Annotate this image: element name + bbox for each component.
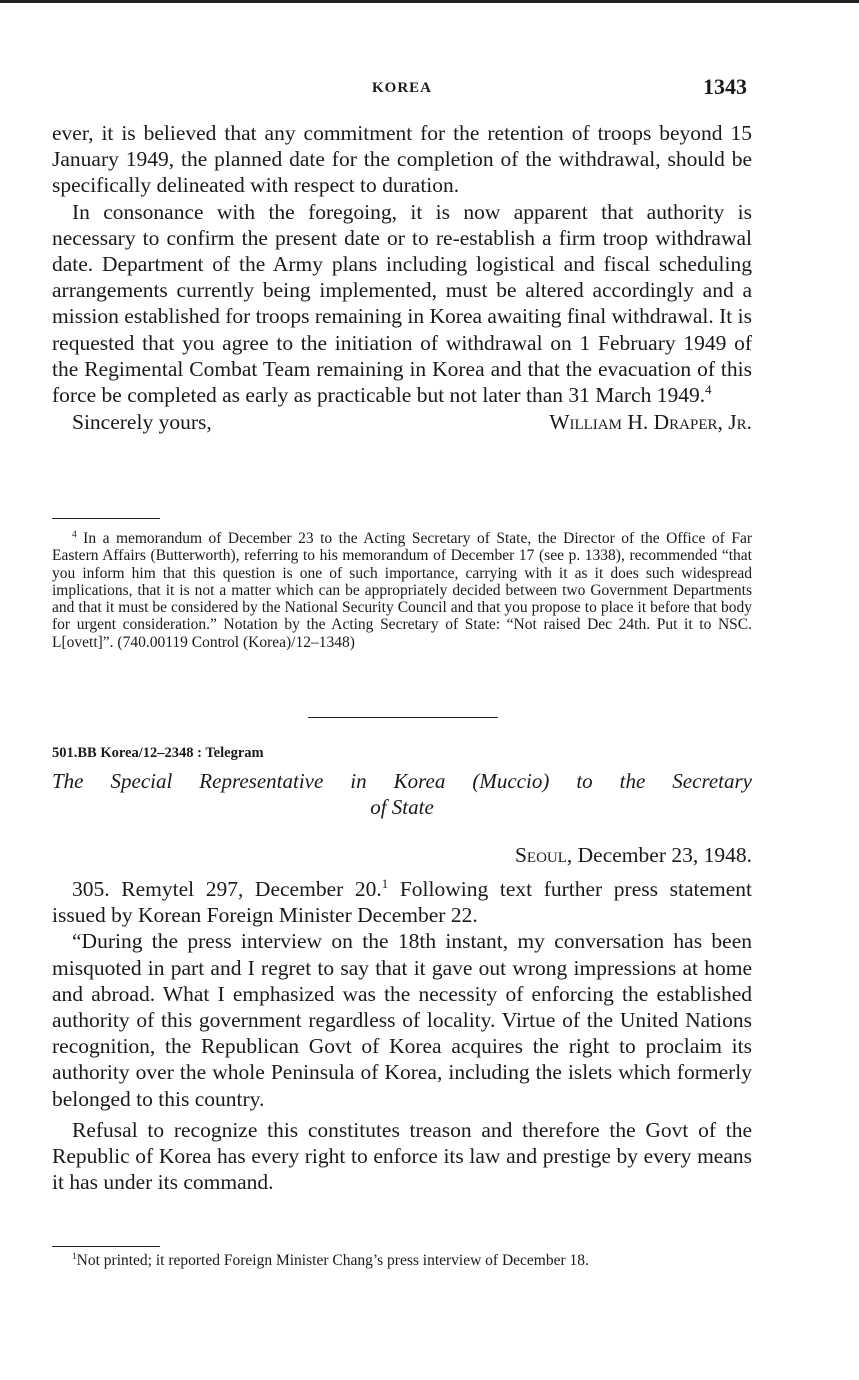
page-top-edge bbox=[0, 0, 859, 3]
letter-paragraph bbox=[52, 199, 752, 409]
footnote-4 bbox=[52, 530, 752, 651]
running-title: KOREA bbox=[371, 80, 432, 96]
dateline bbox=[515, 843, 752, 868]
heading-line: The Special Representative in Korea (Muccio) to the Secretary bbox=[52, 769, 752, 793]
page-header bbox=[52, 74, 752, 104]
letter-closing-row bbox=[52, 409, 752, 435]
telegram-paragraph: Refusal to recognize this constitutes treason and therefore the Govt of the Republic of Korea has every right to enforce its law and prestige by every means it has under its command. bbox=[52, 1117, 752, 1195]
footnote-1 bbox=[52, 1252, 752, 1269]
document-heading bbox=[52, 768, 752, 820]
footnote-rule bbox=[52, 1246, 160, 1247]
footnote-rule bbox=[52, 518, 160, 519]
telegram-paragraph: “During the press interview on the 18th instant, my conversation has been misquoted in part and I regret to say that it gave out wrong impressions at home and abroad. What I emphasized was the necessity of enforcing the established authority of this government regardless of locality. Virtue of the United Nations recognition, the Republican Govt of Korea acquires the right to proclaim its authority over the whole Peninsula of Korea, including the islets which formerly belonged to this country. bbox=[52, 929, 752, 1111]
footnote-mark: 4 bbox=[72, 529, 77, 540]
footnote-mark: 1 bbox=[72, 1251, 77, 1262]
complimentary-close: Sincerely yours, bbox=[72, 410, 212, 435]
section-divider bbox=[308, 717, 498, 718]
footnote-reference: 4 bbox=[705, 382, 712, 397]
telegram-paragraph: 305. Remytel 297, December 20.$^1$ Following text further press statement issued by Korean Foreign Minister December 22. bbox=[52, 876, 752, 928]
page-number: 1343 bbox=[703, 74, 747, 99]
footnote-text: Not printed; it reported Foreign Minister Chang’s press interview of December 18. bbox=[76, 1252, 589, 1269]
dateline-date: December 23, 1948. bbox=[577, 843, 752, 867]
heading-line: of State bbox=[370, 795, 434, 819]
letter-paragraph-text: In consonance with the foregoing, it is now apparent that authority is necessary to confirm the present date or to re-establish a firm troop withdrawal date. Department of the Army plans including logistical and fiscal scheduling arrangements currently being implemented, must be altered accordingly and a mission established for troops remaining in Korea awaiting final withdrawal. It is requested that you agree to the initiation of withdrawal on 1 February 1949 of the Regimental Combat Team remaining in Korea and that the evacuation of this force be completed as early as practicable but not later than 31 March 1949. bbox=[52, 199, 752, 408]
letter-body bbox=[52, 120, 752, 435]
dateline-place: Seoul, bbox=[514, 843, 573, 867]
footnote-text: In a memorandum of December 23 to the Acting Secretary of State, the Director of the Office of Far Eastern Affairs (Butterworth), referring to his memorandum of December 17 (see p. 1338), recommended “that you inform him that this question is one of such importance, carrying with it as it does such widespread implications, that it is not a matter which can be appropriately decided between two Government Departments and that it must be considered by the National Security Council and that you propose to place it before that body for urgent consideration.” Notation by the Acting Secretary of State: “Not raised Dec 24th. Put it to NSC. L[ovett]”. (740.00119 Control (Korea)/12–1348) bbox=[52, 530, 752, 651]
telegram-body bbox=[52, 876, 752, 1195]
footnote-reference: 1 bbox=[381, 876, 389, 891]
document-id: 501.BB Korea/12–2348 : Telegram bbox=[52, 745, 264, 761]
signature: William H. Draper, Jr. bbox=[549, 410, 752, 435]
letter-paragraph: ever, it is believed that any commitment for the retention of troops beyond 15 January 1949, the planned date for the completion of the withdrawal, should be specifically delineated with respect to duration. bbox=[52, 121, 752, 198]
